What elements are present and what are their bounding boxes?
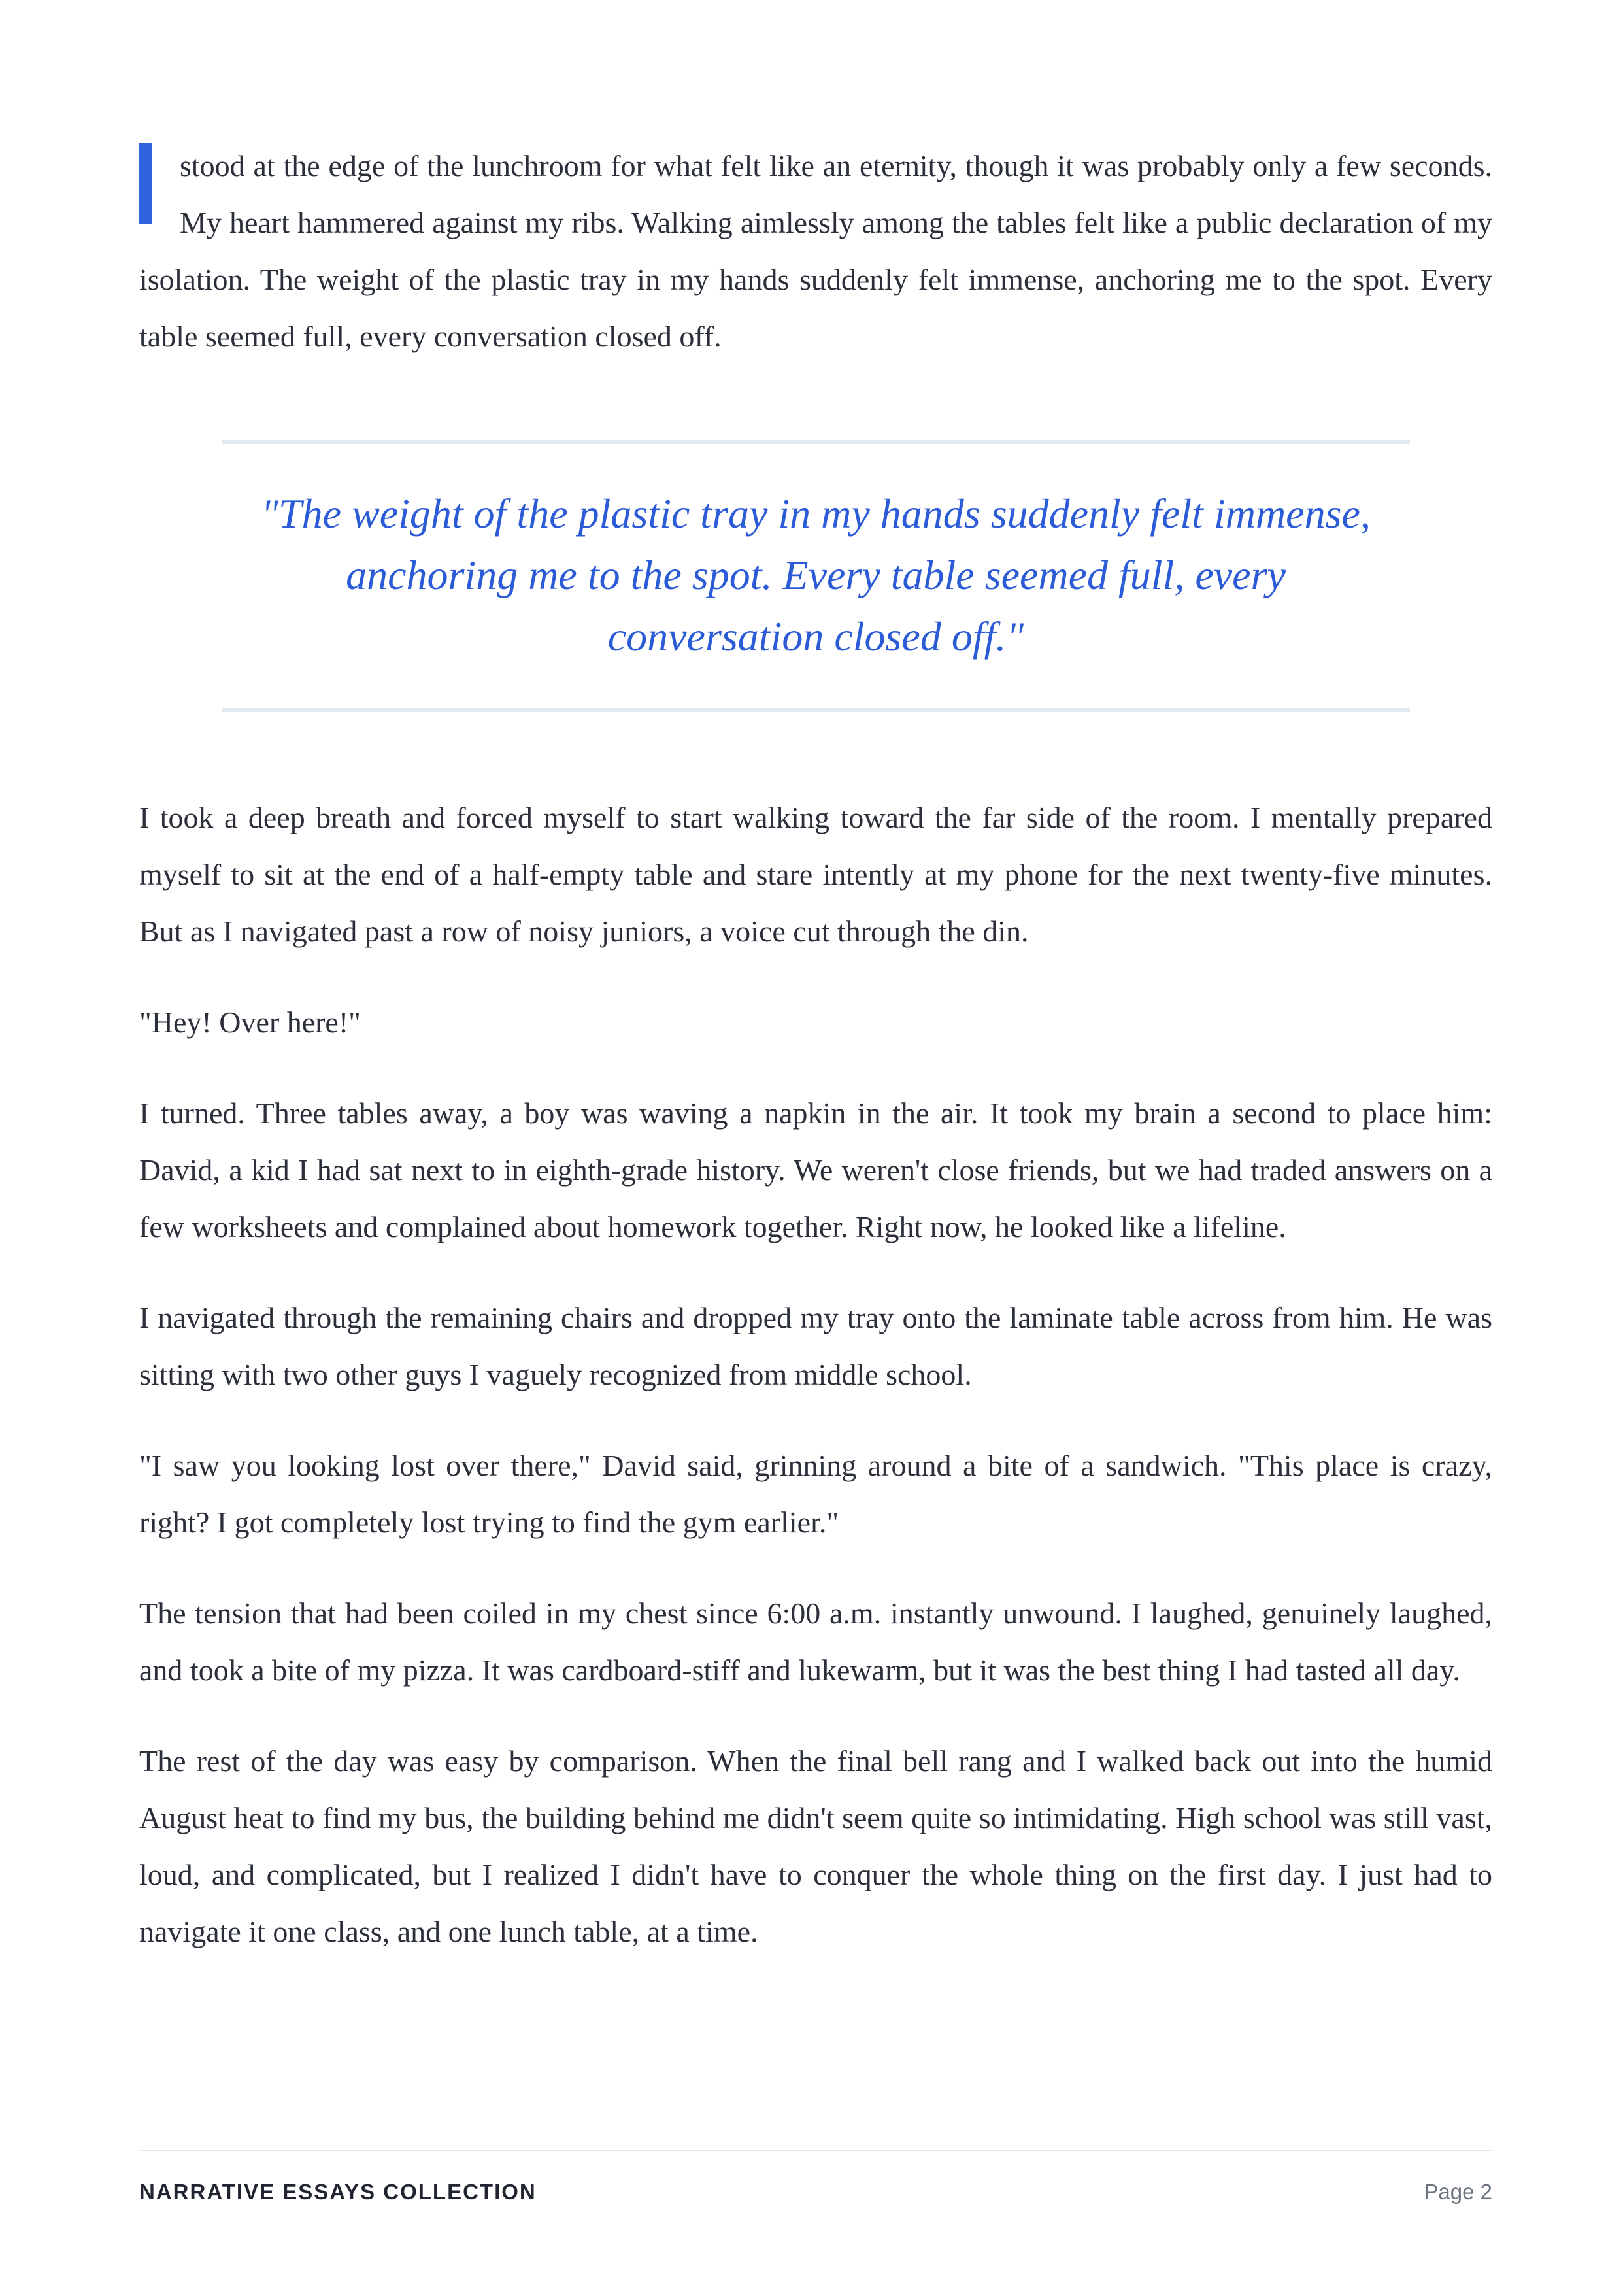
paragraph-4: I turned. Three tables away, a boy was waving a napkin in the air. It took my brain a second to place him: David, a kid I had sat next to in eighth-grade history. We weren't close friends, but we had traded answers on a few worksheets and complained about homework together. Right now, he looked like a lifeline. [139, 1096, 1492, 1243]
essay-page [139, 137, 1492, 1960]
drop-cap-bar [139, 143, 152, 224]
pull-quote-text: "The weight of the plastic tray in my hands suddenly felt immense, anchoring me to the spot. Every table seemed full, every conversation closed off." [261, 490, 1371, 660]
footer-collection-title: NARRATIVE ESSAYS COLLECTION [139, 2180, 537, 2204]
footer-divider [139, 2150, 1492, 2151]
paragraph-1 [139, 137, 1492, 365]
pull-quote [222, 440, 1410, 712]
paragraph-6: "I saw you looking lost over there," David said, grinning around a bite of a sandwich. "This place is crazy, right? I got completely lost trying to find the gym earlier." [139, 1449, 1492, 1539]
paragraph-2: I took a deep breath and forced myself to start walking toward the far side of the room. I mentally prepared myself to sit at the end of a half-empty table and stare intently at my phone for the next twenty-five minutes. But as I navigated past a row of noisy juniors, a voice cut through the din. [139, 801, 1492, 948]
paragraph-7: The tension that had been coiled in my chest since 6:00 a.m. instantly unwound. I laughed, genuinely laughed, and took a bite of my pizza. It was cardboard-stiff and lukewarm, but it was the best thing I had tasted all day. [139, 1596, 1492, 1687]
paragraph-8: The rest of the day was easy by comparison. When the final bell rang and I walked back out into the humid August heat to find my bus, the building behind me didn't seem quite so intimidating. High school was still vast, loud, and complicated, but I realized I didn't have to conquer the whole thing on the first day. I just had to navigate it one class, and one lunch table, at a time. [139, 1744, 1492, 1948]
footer-page-number: Page 2 [1424, 2180, 1492, 2204]
paragraph-1-text: stood at the edge of the lunchroom for what felt like an eternity, though it was probably only a few seconds. My heart hammered against my ribs. Walking aimlessly among the tables felt like a public declaration of my isolation. The weight of the plastic tray in my hands suddenly felt immense, anchoring me to the spot. Every table seemed full, every conversation closed off. [139, 149, 1492, 353]
paragraph-3: "Hey! Over here!" [139, 1005, 361, 1039]
paragraph-5: I navigated through the remaining chairs and dropped my tray onto the laminate table across from him. He was sitting with two other guys I vaguely recognized from middle school. [139, 1301, 1492, 1391]
